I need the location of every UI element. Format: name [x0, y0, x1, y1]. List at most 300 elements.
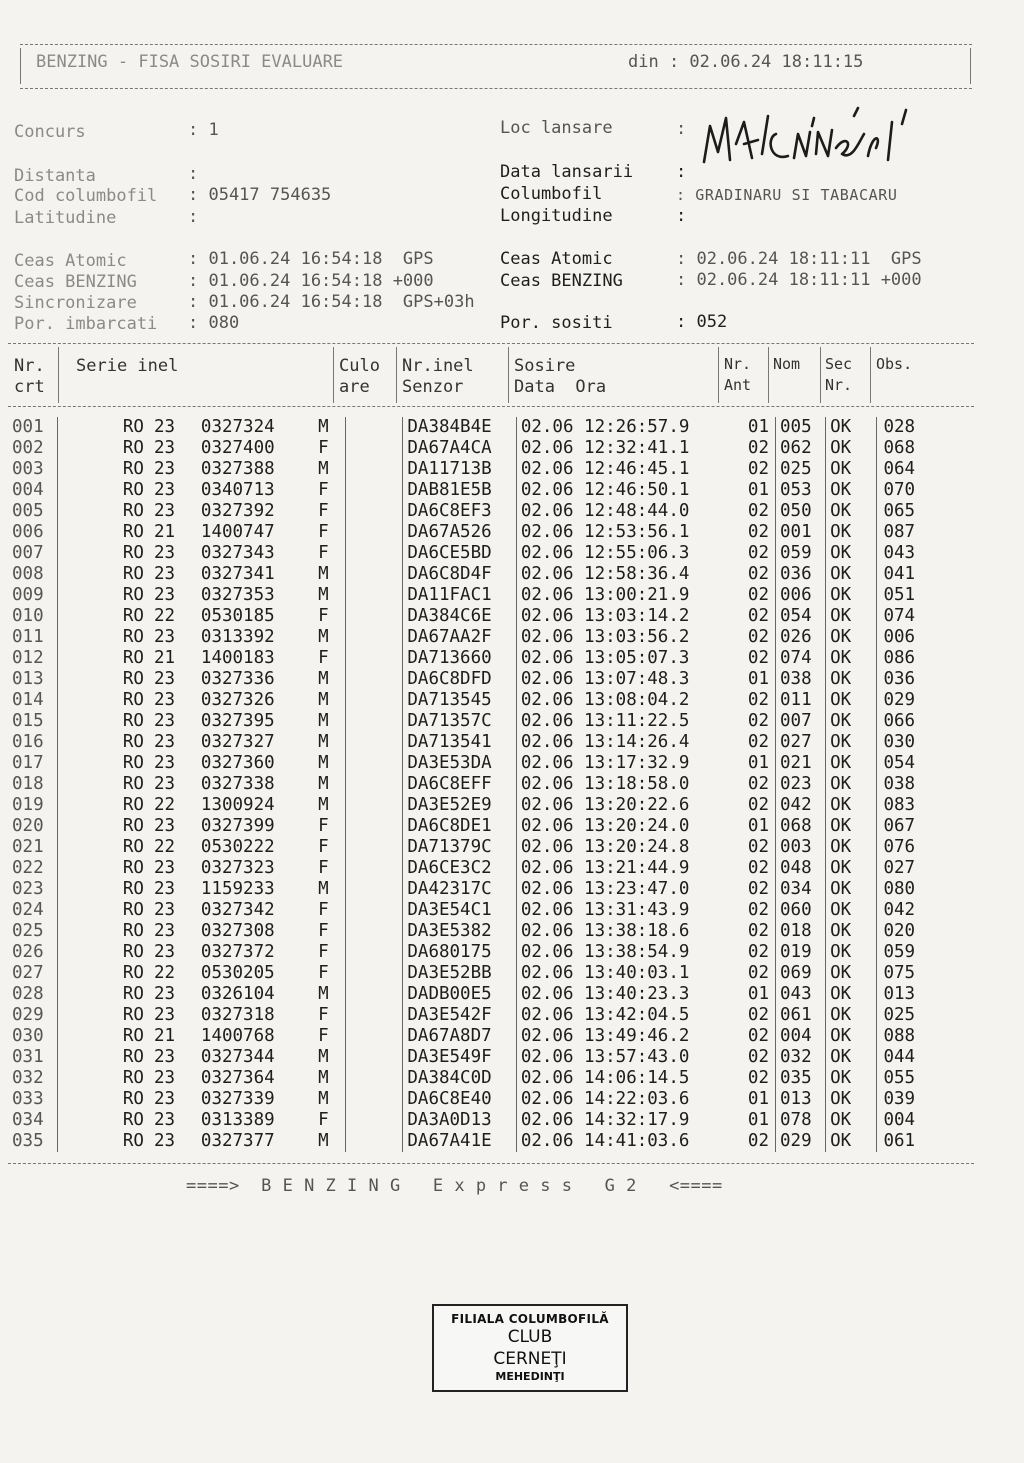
cell-ant: 01	[747, 816, 769, 836]
cell-senzor: DA3E52E9	[403, 795, 516, 816]
table-row	[8, 564, 970, 585]
cell-nom: 021	[776, 753, 826, 774]
cell-ant: 02	[747, 774, 769, 794]
cell-ant: 02	[747, 858, 769, 878]
cell-sosire	[516, 879, 726, 900]
cell-ant: 02	[747, 627, 769, 647]
cell-tara: RO	[58, 858, 154, 879]
cell-sec: OK	[826, 837, 877, 858]
cell-inel: 0327372	[200, 942, 275, 962]
cell-senzor: DADB00E5	[403, 984, 516, 1005]
cell-sec: OK	[826, 1005, 877, 1026]
table-row	[8, 1026, 970, 1047]
cell-an: 23	[153, 564, 176, 584]
cell-senzor: DA6CE3C2	[403, 858, 516, 879]
table-top-rule	[8, 343, 974, 344]
cell-obs: 013	[877, 984, 970, 1005]
cell-obs: 076	[877, 837, 970, 858]
cell-senzor: DAB81E5B	[403, 480, 516, 501]
cell-inel: 0340713	[200, 480, 275, 500]
cell-inel: 0327400	[200, 438, 275, 458]
cell-obs: 088	[877, 1026, 970, 1047]
cell-obs: 066	[877, 711, 970, 732]
cell-nr: 024	[12, 900, 44, 920]
cell-culoare	[346, 753, 403, 774]
cell-nom: 004	[776, 1026, 826, 1047]
cell-an: 23	[153, 669, 176, 689]
cell-sosire	[516, 459, 726, 480]
cell-an: 23	[153, 417, 176, 437]
cell-sex: M	[318, 585, 329, 605]
cell-senzor: DA384C0D	[403, 1068, 516, 1089]
cell-sosire-ora: 13:57:43.0	[584, 1047, 690, 1067]
cell-tara: RO	[58, 648, 154, 669]
cell-sec: OK	[826, 1047, 877, 1068]
cell-culoare	[346, 417, 403, 438]
cell-sosire-data: 02.06	[520, 711, 574, 731]
cell-sosire-ora: 13:03:56.2	[584, 627, 690, 647]
cell-sosire-data: 02.06	[520, 942, 574, 962]
table-row	[8, 1005, 970, 1026]
cell-ant: 02	[747, 438, 769, 458]
cell-sosire-data: 02.06	[520, 921, 574, 941]
cell-sosire-ora: 13:38:18.6	[584, 921, 690, 941]
cell-nom: 042	[776, 795, 826, 816]
cell-inel: 0313392	[200, 627, 275, 647]
cell-sosire	[516, 627, 726, 648]
cell-nr: 002	[12, 438, 44, 458]
por-imbarcati-value: : 080	[188, 313, 240, 333]
table-row	[8, 900, 970, 921]
cell-inel: 0327388	[200, 459, 275, 479]
cell-culoare	[346, 564, 403, 585]
table-row	[8, 963, 970, 984]
cell-inel: 0327342	[200, 900, 275, 920]
cell-sec: OK	[826, 921, 877, 942]
cell-ant: 02	[747, 1131, 769, 1151]
cell-nom: 027	[776, 732, 826, 753]
cell-obs: 029	[877, 690, 970, 711]
cell-sosire-data: 02.06	[520, 879, 574, 899]
cell-sosire	[516, 585, 726, 606]
cell-tara: RO	[58, 417, 154, 438]
th-sep	[870, 347, 871, 403]
cell-sex: F	[318, 501, 329, 521]
latitudine-label: Latitudine	[14, 208, 117, 228]
cell-nom: 059	[776, 543, 826, 564]
columbofil-value: : GRADINARU SI TABACARU	[676, 186, 898, 204]
cell-tara: RO	[58, 837, 154, 858]
cell-sosire-data: 02.06	[520, 900, 574, 920]
cell-sosire-ora: 14:22:03.6	[584, 1089, 690, 1109]
cell-senzor: DA3E54C1	[403, 900, 516, 921]
cell-sec: OK	[826, 543, 877, 564]
cell-obs: 065	[877, 501, 970, 522]
cell-tara: RO	[58, 1131, 154, 1152]
cell-sec: OK	[826, 1026, 877, 1047]
concurs-label: Concurs	[14, 122, 86, 142]
cell-inel: 0327318	[200, 1005, 275, 1025]
cell-obs: 004	[877, 1110, 970, 1131]
table-row	[8, 690, 970, 711]
cell-sosire	[516, 984, 726, 1005]
cell-nr: 032	[12, 1068, 44, 1088]
cell-sosire	[516, 417, 726, 438]
cell-culoare	[346, 1026, 403, 1047]
cell-inel: 0327377	[200, 1131, 275, 1151]
cell-ant: 02	[747, 879, 769, 899]
table-row	[8, 1110, 970, 1131]
cell-culoare	[346, 1131, 403, 1152]
longitudine-label: Longitudine	[500, 206, 613, 226]
cell-sex: F	[318, 522, 329, 542]
cell-inel: 0327336	[200, 669, 275, 689]
cell-sosire	[516, 732, 726, 753]
cell-sosire-ora: 13:07:48.3	[584, 669, 690, 689]
table-row	[8, 1131, 970, 1152]
cell-ant: 02	[747, 837, 769, 857]
report-timestamp: din : 02.06.24 18:11:15	[628, 52, 864, 72]
cell-inel: 0327399	[200, 816, 275, 836]
col-nr-sub: crt	[14, 377, 45, 397]
cell-inel: 0313389	[200, 1110, 275, 1130]
cell-sex: F	[318, 963, 329, 983]
cell-tara: RO	[58, 1026, 154, 1047]
cell-sec: OK	[826, 585, 877, 606]
cell-sosire-ora: 13:38:54.9	[584, 942, 690, 962]
cell-tara: RO	[58, 774, 154, 795]
cell-ant: 01	[747, 1110, 769, 1130]
distanta-value: :	[188, 164, 199, 184]
cell-nr: 012	[12, 648, 44, 668]
por-sositi-label: Por. sositi	[500, 313, 613, 333]
cell-culoare	[346, 606, 403, 627]
cell-sec: OK	[826, 795, 877, 816]
cell-sec: OK	[826, 669, 877, 690]
cell-obs: 043	[877, 543, 970, 564]
data-lansarii-value: :	[676, 162, 687, 182]
cell-culoare	[346, 522, 403, 543]
cell-tara: RO	[58, 564, 154, 585]
cell-tara: RO	[58, 690, 154, 711]
cell-sex: M	[318, 984, 329, 1004]
cell-senzor: DA3A0D13	[403, 1110, 516, 1131]
cell-culoare	[346, 669, 403, 690]
cell-nr: 033	[12, 1089, 44, 1109]
cell-sosire-ora: 12:53:56.1	[584, 522, 690, 542]
cell-nr: 001	[12, 417, 44, 437]
cell-tara: RO	[58, 816, 154, 837]
cell-tara: RO	[58, 1089, 154, 1110]
cell-sec: OK	[826, 816, 877, 837]
cell-senzor: DA11FAC1	[403, 585, 516, 606]
col-obs: Obs.	[876, 355, 913, 373]
cell-obs: 086	[877, 648, 970, 669]
cell-an: 23	[153, 627, 176, 647]
cell-culoare	[346, 732, 403, 753]
cell-sosire-data: 02.06	[520, 1047, 574, 1067]
cell-obs: 039	[877, 1089, 970, 1110]
cell-sosire-ora: 14:06:14.5	[584, 1068, 690, 1088]
cell-nom: 011	[776, 690, 826, 711]
table-row	[8, 648, 970, 669]
cell-ant: 02	[747, 711, 769, 731]
col-nr-inel-senzor: Nr.inel	[402, 356, 474, 376]
cell-sex: M	[318, 690, 329, 710]
cell-an: 22	[153, 795, 176, 815]
cell-tara: RO	[58, 438, 154, 459]
cell-sosire-ora: 14:41:03.6	[584, 1131, 690, 1151]
cell-sosire-ora: 13:14:26.4	[584, 732, 690, 752]
cell-an: 23	[153, 816, 176, 836]
cell-sex: M	[318, 753, 329, 773]
cell-sec: OK	[826, 417, 877, 438]
cell-sosire-ora: 13:00:21.9	[584, 585, 690, 605]
table-row	[8, 711, 970, 732]
cell-sosire	[516, 942, 726, 963]
cell-sec: OK	[826, 879, 877, 900]
cell-an: 22	[153, 837, 176, 857]
cell-an: 23	[153, 879, 176, 899]
cell-culoare	[346, 879, 403, 900]
cell-nr: 029	[12, 1005, 44, 1025]
table-row	[8, 1068, 970, 1089]
cell-sosire-data: 02.06	[520, 732, 574, 752]
benzing-footer: ====> B E N Z I N G E x p r e s s G 2 <====	[186, 1176, 723, 1196]
cell-inel: 0327344	[200, 1047, 275, 1067]
cell-nom: 018	[776, 921, 826, 942]
cell-culoare	[346, 921, 403, 942]
cell-culoare	[346, 942, 403, 963]
cell-sosire-data: 02.06	[520, 963, 574, 983]
cell-an: 23	[153, 501, 176, 521]
cell-sosire-data: 02.06	[520, 543, 574, 563]
table-row	[8, 501, 970, 522]
table-row	[8, 753, 970, 774]
table-header-rule	[8, 406, 974, 407]
ceas-benzing-sosire-value: : 02.06.24 18:11:11 +000	[676, 270, 922, 290]
cell-culoare	[346, 585, 403, 606]
cell-an: 23	[153, 1047, 176, 1067]
cell-sosire-data: 02.06	[520, 585, 574, 605]
cell-sosire-data: 02.06	[520, 1131, 574, 1151]
por-imbarcati-label: Por. imbarcati	[14, 314, 158, 334]
cell-tara: RO	[58, 522, 154, 543]
cell-inel: 1400768	[200, 1026, 275, 1046]
cell-sosire-ora: 13:20:24.8	[584, 837, 690, 857]
cell-ant: 02	[747, 564, 769, 584]
cell-ant: 02	[747, 900, 769, 920]
signature-handwritten	[696, 104, 926, 174]
table-bottom-rule	[8, 1163, 974, 1164]
table-row	[8, 417, 970, 438]
cell-culoare	[346, 690, 403, 711]
cell-sosire-data: 02.06	[520, 417, 574, 437]
cell-inel: 1400747	[200, 522, 275, 542]
cell-inel: 0327343	[200, 543, 275, 563]
cell-ant: 02	[747, 501, 769, 521]
cell-tara: RO	[58, 732, 154, 753]
cell-nom: 023	[776, 774, 826, 795]
cell-ant: 02	[747, 543, 769, 563]
cell-obs: 044	[877, 1047, 970, 1068]
cell-inel: 0327360	[200, 753, 275, 773]
cell-inel: 0530205	[200, 963, 275, 983]
cell-sex: F	[318, 480, 329, 500]
cell-sosire	[516, 669, 726, 690]
cell-senzor: DA6CE5BD	[403, 543, 516, 564]
cell-sosire	[516, 1047, 726, 1068]
cell-culoare	[346, 627, 403, 648]
cell-an: 23	[153, 1068, 176, 1088]
cell-senzor: DA67A4CA	[403, 438, 516, 459]
cell-sosire-data: 02.06	[520, 522, 574, 542]
cell-sosire	[516, 564, 726, 585]
cell-senzor: DA6C8EFF	[403, 774, 516, 795]
cell-nr: 035	[12, 1131, 44, 1151]
col-sosire-sub: Data Ora	[514, 377, 607, 397]
cell-inel: 0530185	[200, 606, 275, 626]
cell-culoare	[346, 480, 403, 501]
col-nom: Nom	[773, 355, 801, 373]
cell-obs: 075	[877, 963, 970, 984]
cell-sex: F	[318, 1026, 329, 1046]
cell-tara: RO	[58, 711, 154, 732]
cell-ant: 01	[747, 753, 769, 773]
cell-sosire-data: 02.06	[520, 459, 574, 479]
cell-ant: 01	[747, 984, 769, 1004]
cell-ant: 02	[747, 1068, 769, 1088]
cell-an: 23	[153, 480, 176, 500]
cell-sec: OK	[826, 753, 877, 774]
cell-sex: M	[318, 627, 329, 647]
cell-nr: 025	[12, 921, 44, 941]
cell-sosire-data: 02.06	[520, 774, 574, 794]
cell-tara: RO	[58, 900, 154, 921]
cell-sex: M	[318, 459, 329, 479]
por-sositi-value: : 052	[676, 312, 728, 332]
cell-sosire	[516, 1131, 726, 1152]
cell-sosire	[516, 438, 726, 459]
cell-sec: OK	[826, 1131, 877, 1152]
cell-sex: M	[318, 564, 329, 584]
cell-obs: 083	[877, 795, 970, 816]
cell-sosire-data: 02.06	[520, 1110, 574, 1130]
cell-obs: 042	[877, 900, 970, 921]
cell-sosire	[516, 501, 726, 522]
cell-inel: 0327324	[200, 417, 275, 437]
table-row	[8, 627, 970, 648]
cell-sec: OK	[826, 984, 877, 1005]
header-top-rule	[20, 44, 972, 45]
cell-nr: 013	[12, 669, 44, 689]
ceas-atomic-label: Ceas Atomic	[14, 251, 127, 271]
cell-an: 22	[153, 606, 176, 626]
stamp-line-1: FILIALA COLUMBOFILĂ	[451, 1312, 609, 1326]
cell-sosire-ora: 13:31:43.9	[584, 900, 690, 920]
cell-inel: 0327308	[200, 921, 275, 941]
cell-sex: M	[318, 1047, 329, 1067]
cell-tara: RO	[58, 921, 154, 942]
ceas-atomic-sosire-label: Ceas Atomic	[500, 249, 613, 269]
cell-sosire-data: 02.06	[520, 606, 574, 626]
col-sosire: Sosire	[514, 356, 576, 376]
club-stamp	[432, 1304, 628, 1392]
cell-sex: M	[318, 711, 329, 731]
cell-sec: OK	[826, 900, 877, 921]
cell-sec: OK	[826, 858, 877, 879]
cell-sosire-ora: 12:58:36.4	[584, 564, 690, 584]
cell-nr: 034	[12, 1110, 44, 1130]
cell-sex: M	[318, 732, 329, 752]
table-row	[8, 585, 970, 606]
cell-nr: 016	[12, 732, 44, 752]
cell-an: 23	[153, 1005, 176, 1025]
cell-sosire-data: 02.06	[520, 753, 574, 773]
cell-tara: RO	[58, 669, 154, 690]
cell-inel: 1300924	[200, 795, 275, 815]
cell-obs: 059	[877, 942, 970, 963]
cell-tara: RO	[58, 585, 154, 606]
table-row	[8, 837, 970, 858]
cell-nom: 006	[776, 585, 826, 606]
cell-inel: 1400183	[200, 648, 275, 668]
table-row	[8, 795, 970, 816]
header-left-edge	[20, 48, 21, 84]
table-row	[8, 816, 970, 837]
cell-an: 23	[153, 585, 176, 605]
cell-sosire	[516, 816, 726, 837]
cell-sosire-ora: 13:20:22.6	[584, 795, 690, 815]
cell-sosire	[516, 648, 726, 669]
cell-senzor: DA6C8D4F	[403, 564, 516, 585]
cell-sec: OK	[826, 963, 877, 984]
cell-sosire-ora: 12:48:44.0	[584, 501, 690, 521]
th-sep	[396, 347, 397, 403]
cell-nom: 043	[776, 984, 826, 1005]
cell-nom: 068	[776, 816, 826, 837]
cell-tara: RO	[58, 1110, 154, 1131]
cell-culoare	[346, 543, 403, 564]
cell-senzor: DA713545	[403, 690, 516, 711]
loc-lansare-value: :	[676, 119, 687, 139]
cell-nom: 069	[776, 963, 826, 984]
cell-senzor: DA6C8DE1	[403, 816, 516, 837]
cell-nom: 078	[776, 1110, 826, 1131]
cell-nom: 053	[776, 480, 826, 501]
col-nr-ant: Nr.	[724, 355, 752, 373]
table-row	[8, 858, 970, 879]
cell-sosire-ora: 14:32:17.9	[584, 1110, 690, 1130]
cell-obs: 080	[877, 879, 970, 900]
cell-sosire	[516, 1026, 726, 1047]
sincronizare-label: Sincronizare	[14, 293, 137, 313]
cell-an: 23	[153, 774, 176, 794]
cell-sosire-ora: 13:40:23.3	[584, 984, 690, 1004]
cell-nom: 005	[776, 417, 826, 438]
cell-culoare	[346, 858, 403, 879]
cell-an: 23	[153, 921, 176, 941]
cell-senzor: DA713660	[403, 648, 516, 669]
cell-nr: 031	[12, 1047, 44, 1067]
cell-sosire-ora: 13:49:46.2	[584, 1026, 690, 1046]
table-row	[8, 1089, 970, 1110]
table-row	[8, 669, 970, 690]
cell-an: 23	[153, 543, 176, 563]
th-sep	[820, 347, 821, 403]
cell-inel: 0327392	[200, 501, 275, 521]
cell-sosire-ora: 13:11:22.5	[584, 711, 690, 731]
